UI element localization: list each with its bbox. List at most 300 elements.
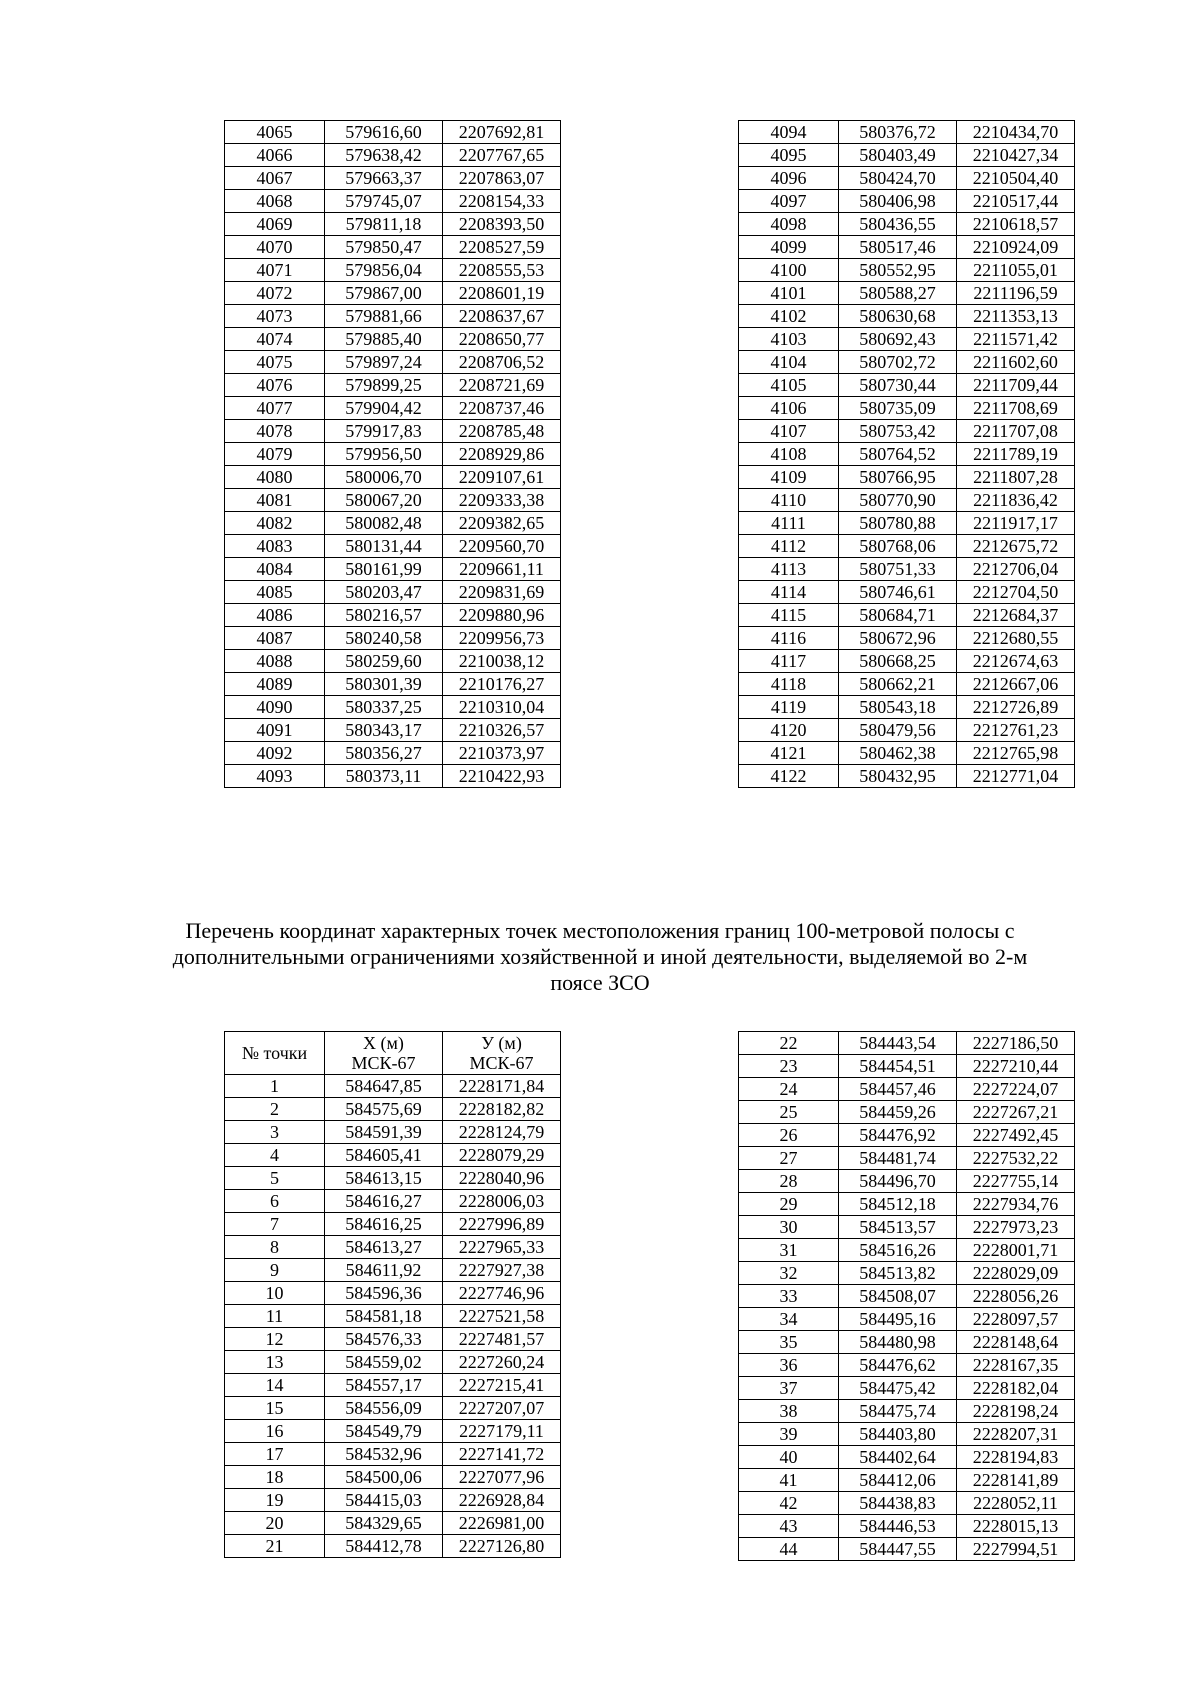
cell-y: 2211196,59 — [957, 282, 1075, 305]
cell-y: 2208154,33 — [443, 190, 561, 213]
table-row — [225, 1535, 561, 1558]
table-row — [739, 259, 1075, 282]
table-row — [739, 765, 1075, 788]
cell-y: 2208721,69 — [443, 374, 561, 397]
table-row — [739, 213, 1075, 236]
cell-x: 580406,98 — [839, 190, 957, 213]
table-row — [225, 1305, 561, 1328]
cell-point-no: 4070 — [225, 236, 325, 259]
table-row — [739, 1285, 1075, 1308]
cell-y: 2228056,26 — [957, 1285, 1075, 1308]
cell-point-no: 4100 — [739, 259, 839, 282]
cell-point-no: 4068 — [225, 190, 325, 213]
cell-point-no: 4078 — [225, 420, 325, 443]
table-body — [225, 1075, 561, 1558]
cell-point-no: 4088 — [225, 650, 325, 673]
cell-point-no: 15 — [225, 1397, 325, 1420]
cell-y: 2212726,89 — [957, 696, 1075, 719]
cell-point-no: 4067 — [225, 167, 325, 190]
cell-point-no: 4096 — [739, 167, 839, 190]
cell-x: 584476,62 — [839, 1354, 957, 1377]
cell-point-no: 4065 — [225, 121, 325, 144]
cell-x: 580770,90 — [839, 489, 957, 512]
cell-y: 2211353,13 — [957, 305, 1075, 328]
cell-x: 580543,18 — [839, 696, 957, 719]
table-row — [225, 765, 561, 788]
table-row — [739, 1055, 1075, 1078]
cell-point-no: 4120 — [739, 719, 839, 742]
cell-x: 580436,55 — [839, 213, 957, 236]
cell-point-no: 4086 — [225, 604, 325, 627]
cell-x: 580006,70 — [325, 466, 443, 489]
cell-x: 584446,53 — [839, 1515, 957, 1538]
cell-y: 2228182,04 — [957, 1377, 1075, 1400]
cell-x: 584616,25 — [325, 1213, 443, 1236]
cell-y: 2212704,50 — [957, 581, 1075, 604]
cell-point-no: 4093 — [225, 765, 325, 788]
cell-y: 2227492,45 — [957, 1124, 1075, 1147]
table-row — [739, 627, 1075, 650]
cell-point-no: 4069 — [225, 213, 325, 236]
cell-y: 2227934,76 — [957, 1193, 1075, 1216]
table-row — [739, 1538, 1075, 1561]
cell-y: 2210038,12 — [443, 650, 561, 673]
heading-line-3: поясе ЗСО — [550, 970, 650, 995]
table-row — [739, 167, 1075, 190]
cell-point-no: 2 — [225, 1098, 325, 1121]
cell-point-no: 6 — [225, 1190, 325, 1213]
table-row — [739, 1492, 1075, 1515]
cell-point-no: 4102 — [739, 305, 839, 328]
cell-y: 2211055,01 — [957, 259, 1075, 282]
cell-y: 2227755,14 — [957, 1170, 1075, 1193]
cell-y: 2210427,34 — [957, 144, 1075, 167]
table-row — [739, 305, 1075, 328]
cell-y: 2210618,57 — [957, 213, 1075, 236]
cell-x: 579956,50 — [325, 443, 443, 466]
cell-x: 580424,70 — [839, 167, 957, 190]
heading-line-1: Перечень координат характерных точек местоположения границ 100-метровой полосы с — [185, 918, 1015, 943]
cell-y: 2209107,61 — [443, 466, 561, 489]
cell-y: 2228015,13 — [957, 1515, 1075, 1538]
cell-x: 584495,16 — [839, 1308, 957, 1331]
cell-point-no: 4090 — [225, 696, 325, 719]
cell-y: 2228141,89 — [957, 1469, 1075, 1492]
cell-y: 2212684,37 — [957, 604, 1075, 627]
cell-y: 2227215,41 — [443, 1374, 561, 1397]
table-row — [739, 1193, 1075, 1216]
table-row — [739, 558, 1075, 581]
cell-point-no: 4116 — [739, 627, 839, 650]
cell-point-no: 4073 — [225, 305, 325, 328]
table-row — [739, 190, 1075, 213]
cell-point-no: 44 — [739, 1538, 839, 1561]
cell-y: 2210310,04 — [443, 696, 561, 719]
table-row — [739, 282, 1075, 305]
cell-y: 2208785,48 — [443, 420, 561, 443]
table-row — [225, 627, 561, 650]
cell-x: 584591,39 — [325, 1121, 443, 1144]
cell-point-no: 29 — [739, 1193, 839, 1216]
cell-y: 2210326,57 — [443, 719, 561, 742]
cell-y: 2228167,35 — [957, 1354, 1075, 1377]
cell-x: 580768,06 — [839, 535, 957, 558]
table-row — [739, 1423, 1075, 1446]
cell-x: 580240,58 — [325, 627, 443, 650]
cell-point-no: 4074 — [225, 328, 325, 351]
cell-point-no: 4109 — [739, 466, 839, 489]
table-row — [739, 351, 1075, 374]
table-row — [225, 581, 561, 604]
cell-y: 2211807,28 — [957, 466, 1075, 489]
cell-y: 2209333,38 — [443, 489, 561, 512]
cell-point-no: 4118 — [739, 673, 839, 696]
table-row — [225, 1144, 561, 1167]
cell-point-no: 18 — [225, 1466, 325, 1489]
cell-x: 580082,48 — [325, 512, 443, 535]
cell-point-no: 4119 — [739, 696, 839, 719]
cell-x: 580684,71 — [839, 604, 957, 627]
table-row — [225, 466, 561, 489]
cell-y: 2228006,03 — [443, 1190, 561, 1213]
cell-y: 2210373,97 — [443, 742, 561, 765]
cell-point-no: 42 — [739, 1492, 839, 1515]
cell-y: 2208527,59 — [443, 236, 561, 259]
cell-y: 2207767,65 — [443, 144, 561, 167]
table-row — [225, 121, 561, 144]
cell-point-no: 4084 — [225, 558, 325, 581]
cell-point-no: 4106 — [739, 397, 839, 420]
cell-point-no: 11 — [225, 1305, 325, 1328]
cell-x: 580552,95 — [839, 259, 957, 282]
cell-x: 579917,83 — [325, 420, 443, 443]
cell-y: 2208929,86 — [443, 443, 561, 466]
table-row — [225, 1282, 561, 1305]
table-row — [225, 1328, 561, 1351]
table-row — [225, 1397, 561, 1420]
cell-x: 584457,46 — [839, 1078, 957, 1101]
cell-y: 2208737,46 — [443, 397, 561, 420]
cell-point-no: 22 — [739, 1032, 839, 1055]
table-row — [225, 1443, 561, 1466]
cell-y: 2211709,44 — [957, 374, 1075, 397]
cell-x: 584447,55 — [839, 1538, 957, 1561]
cell-x: 584476,92 — [839, 1124, 957, 1147]
cell-x: 580517,46 — [839, 236, 957, 259]
cell-x: 584500,06 — [325, 1466, 443, 1489]
cell-y: 2228182,82 — [443, 1098, 561, 1121]
section-heading — [150, 918, 1050, 996]
cell-x: 584613,15 — [325, 1167, 443, 1190]
cell-x: 584549,79 — [325, 1420, 443, 1443]
coordinates-table-1 — [224, 120, 561, 788]
cell-point-no: 13 — [225, 1351, 325, 1374]
table-row — [739, 604, 1075, 627]
cell-x: 584512,18 — [839, 1193, 957, 1216]
cell-point-no: 9 — [225, 1259, 325, 1282]
table-row — [739, 489, 1075, 512]
cell-point-no: 35 — [739, 1331, 839, 1354]
cell-point-no: 4121 — [739, 742, 839, 765]
table-row — [739, 1101, 1075, 1124]
table-row — [225, 1075, 561, 1098]
table-row — [225, 1259, 561, 1282]
table-row — [739, 1032, 1075, 1055]
table-row — [225, 535, 561, 558]
table-row — [739, 512, 1075, 535]
cell-point-no: 4122 — [739, 765, 839, 788]
cell-y: 2207692,81 — [443, 121, 561, 144]
cell-y: 2228097,57 — [957, 1308, 1075, 1331]
cell-point-no: 4095 — [739, 144, 839, 167]
cell-y: 2226981,00 — [443, 1512, 561, 1535]
cell-x: 580479,56 — [839, 719, 957, 742]
cell-y: 2212771,04 — [957, 765, 1075, 788]
table-row — [739, 1216, 1075, 1239]
cell-point-no: 4091 — [225, 719, 325, 742]
table-row — [225, 1374, 561, 1397]
cell-point-no: 4089 — [225, 673, 325, 696]
cell-point-no: 4077 — [225, 397, 325, 420]
cell-point-no: 3 — [225, 1121, 325, 1144]
cell-y: 2210504,40 — [957, 167, 1075, 190]
cell-point-no: 4081 — [225, 489, 325, 512]
table-row — [225, 1351, 561, 1374]
cell-point-no: 12 — [225, 1328, 325, 1351]
table-row — [739, 1170, 1075, 1193]
cell-y: 2210176,27 — [443, 673, 561, 696]
cell-point-no: 7 — [225, 1213, 325, 1236]
table-row — [739, 581, 1075, 604]
table-row — [225, 489, 561, 512]
table-row — [739, 1377, 1075, 1400]
cell-point-no: 37 — [739, 1377, 839, 1400]
cell-x: 584605,41 — [325, 1144, 443, 1167]
cell-y: 2227179,11 — [443, 1420, 561, 1443]
cell-point-no: 17 — [225, 1443, 325, 1466]
cell-y: 2210517,44 — [957, 190, 1075, 213]
cell-y: 2212706,04 — [957, 558, 1075, 581]
cell-y: 2228194,83 — [957, 1446, 1075, 1469]
cell-y: 2210434,70 — [957, 121, 1075, 144]
cell-x: 579897,24 — [325, 351, 443, 374]
cell-x: 580668,25 — [839, 650, 957, 673]
cell-point-no: 32 — [739, 1262, 839, 1285]
cell-x: 579885,40 — [325, 328, 443, 351]
cell-point-no: 34 — [739, 1308, 839, 1331]
table-row — [225, 1489, 561, 1512]
cell-x: 580730,44 — [839, 374, 957, 397]
header-x-sub: МСК-67 — [351, 1053, 416, 1073]
table-row — [225, 1236, 561, 1259]
table-row — [225, 167, 561, 190]
table-row — [739, 1469, 1075, 1492]
heading-line-2: дополнительными ограничениями хозяйственной и иной деятельности, выделяемой во 2-м — [172, 944, 1028, 969]
cell-y: 2208706,52 — [443, 351, 561, 374]
cell-y: 2208650,77 — [443, 328, 561, 351]
cell-y: 2208637,67 — [443, 305, 561, 328]
table-row — [225, 512, 561, 535]
cell-x: 584613,27 — [325, 1236, 443, 1259]
cell-x: 580588,27 — [839, 282, 957, 305]
cell-x: 580373,11 — [325, 765, 443, 788]
cell-x: 584402,64 — [839, 1446, 957, 1469]
cell-x: 580735,09 — [839, 397, 957, 420]
cell-x: 580751,33 — [839, 558, 957, 581]
cell-y: 2209661,11 — [443, 558, 561, 581]
cell-point-no: 4072 — [225, 282, 325, 305]
header-x — [325, 1032, 443, 1075]
cell-point-no: 4113 — [739, 558, 839, 581]
cell-x: 580376,72 — [839, 121, 957, 144]
table-row — [739, 121, 1075, 144]
table-row — [225, 1420, 561, 1443]
cell-x: 579638,42 — [325, 144, 443, 167]
cell-point-no: 4110 — [739, 489, 839, 512]
table-row — [739, 1078, 1075, 1101]
cell-point-no: 26 — [739, 1124, 839, 1147]
header-x-label: Х (м) — [363, 1033, 404, 1053]
table-row — [739, 719, 1075, 742]
cell-point-no: 4098 — [739, 213, 839, 236]
cell-point-no: 4105 — [739, 374, 839, 397]
cell-point-no: 33 — [739, 1285, 839, 1308]
cell-y: 2228171,84 — [443, 1075, 561, 1098]
cell-point-no: 19 — [225, 1489, 325, 1512]
cell-x: 584475,42 — [839, 1377, 957, 1400]
table-row — [739, 1262, 1075, 1285]
table-row — [739, 1308, 1075, 1331]
cell-point-no: 4076 — [225, 374, 325, 397]
cell-y: 2228124,79 — [443, 1121, 561, 1144]
table-row — [225, 1190, 561, 1213]
cell-y: 2211707,08 — [957, 420, 1075, 443]
table-row — [225, 328, 561, 351]
cell-x: 580403,49 — [839, 144, 957, 167]
cell-x: 579811,18 — [325, 213, 443, 236]
cell-y: 2227077,96 — [443, 1466, 561, 1489]
table-row — [739, 466, 1075, 489]
cell-y: 2227186,50 — [957, 1032, 1075, 1055]
cell-point-no: 4108 — [739, 443, 839, 466]
cell-x: 584611,92 — [325, 1259, 443, 1282]
cell-x: 584532,96 — [325, 1443, 443, 1466]
cell-y: 2227927,38 — [443, 1259, 561, 1282]
table-row — [739, 374, 1075, 397]
cell-point-no: 4112 — [739, 535, 839, 558]
cell-y: 2212667,06 — [957, 673, 1075, 696]
table-header-row — [225, 1032, 561, 1075]
cell-y: 2227210,44 — [957, 1055, 1075, 1078]
table-row — [225, 742, 561, 765]
cell-point-no: 4085 — [225, 581, 325, 604]
coordinates-table-4 — [738, 1031, 1075, 1561]
cell-y: 2211789,19 — [957, 443, 1075, 466]
cell-x: 580203,47 — [325, 581, 443, 604]
cell-y: 2227126,80 — [443, 1535, 561, 1558]
cell-x: 579867,00 — [325, 282, 443, 305]
cell-x: 580161,99 — [325, 558, 443, 581]
table-row — [225, 443, 561, 466]
table-row — [739, 1515, 1075, 1538]
coordinates-table-3 — [224, 1031, 561, 1558]
table-row — [739, 328, 1075, 351]
cell-point-no: 24 — [739, 1078, 839, 1101]
cell-y: 2207863,07 — [443, 167, 561, 190]
cell-x: 579904,42 — [325, 397, 443, 420]
cell-y: 2212680,55 — [957, 627, 1075, 650]
table-row — [225, 190, 561, 213]
cell-x: 584459,26 — [839, 1101, 957, 1124]
cell-x: 584443,54 — [839, 1032, 957, 1055]
cell-point-no: 4087 — [225, 627, 325, 650]
cell-x: 584475,74 — [839, 1400, 957, 1423]
cell-x: 584557,17 — [325, 1374, 443, 1397]
cell-y: 2226928,84 — [443, 1489, 561, 1512]
cell-x: 584576,33 — [325, 1328, 443, 1351]
table-row — [225, 213, 561, 236]
cell-point-no: 4092 — [225, 742, 325, 765]
table-row — [225, 1121, 561, 1144]
table-row — [225, 604, 561, 627]
cell-x: 584516,26 — [839, 1239, 957, 1262]
table-row — [225, 696, 561, 719]
cell-point-no: 39 — [739, 1423, 839, 1446]
header-point-no: № точки — [225, 1032, 325, 1075]
header-y-sub: МСК-67 — [469, 1053, 534, 1073]
table-row — [225, 397, 561, 420]
cell-x: 580216,57 — [325, 604, 443, 627]
cell-x: 584480,98 — [839, 1331, 957, 1354]
cell-y: 2212674,63 — [957, 650, 1075, 673]
cell-y: 2209831,69 — [443, 581, 561, 604]
cell-point-no: 20 — [225, 1512, 325, 1535]
cell-x: 584496,70 — [839, 1170, 957, 1193]
cell-point-no: 4111 — [739, 512, 839, 535]
table-row — [739, 1239, 1075, 1262]
table-row — [739, 1446, 1075, 1469]
cell-point-no: 43 — [739, 1515, 839, 1538]
cell-x: 579663,37 — [325, 167, 443, 190]
cell-y: 2227532,22 — [957, 1147, 1075, 1170]
cell-point-no: 4080 — [225, 466, 325, 489]
cell-point-no: 4097 — [739, 190, 839, 213]
cell-x: 584412,78 — [325, 1535, 443, 1558]
cell-y: 2212675,72 — [957, 535, 1075, 558]
cell-point-no: 4104 — [739, 351, 839, 374]
cell-x: 584454,51 — [839, 1055, 957, 1078]
cell-y: 2209880,96 — [443, 604, 561, 627]
cell-point-no: 4082 — [225, 512, 325, 535]
cell-y: 2227996,89 — [443, 1213, 561, 1236]
cell-x: 584596,36 — [325, 1282, 443, 1305]
table-body — [225, 121, 561, 788]
cell-x: 584513,82 — [839, 1262, 957, 1285]
cell-point-no: 4099 — [739, 236, 839, 259]
cell-point-no: 14 — [225, 1374, 325, 1397]
cell-x: 580662,21 — [839, 673, 957, 696]
cell-x: 580753,42 — [839, 420, 957, 443]
table-row — [225, 259, 561, 282]
cell-y: 2228040,96 — [443, 1167, 561, 1190]
cell-point-no: 4083 — [225, 535, 325, 558]
cell-y: 2212765,98 — [957, 742, 1075, 765]
cell-x: 584581,18 — [325, 1305, 443, 1328]
cell-point-no: 40 — [739, 1446, 839, 1469]
cell-x: 579881,66 — [325, 305, 443, 328]
cell-point-no: 5 — [225, 1167, 325, 1190]
cell-point-no: 4101 — [739, 282, 839, 305]
